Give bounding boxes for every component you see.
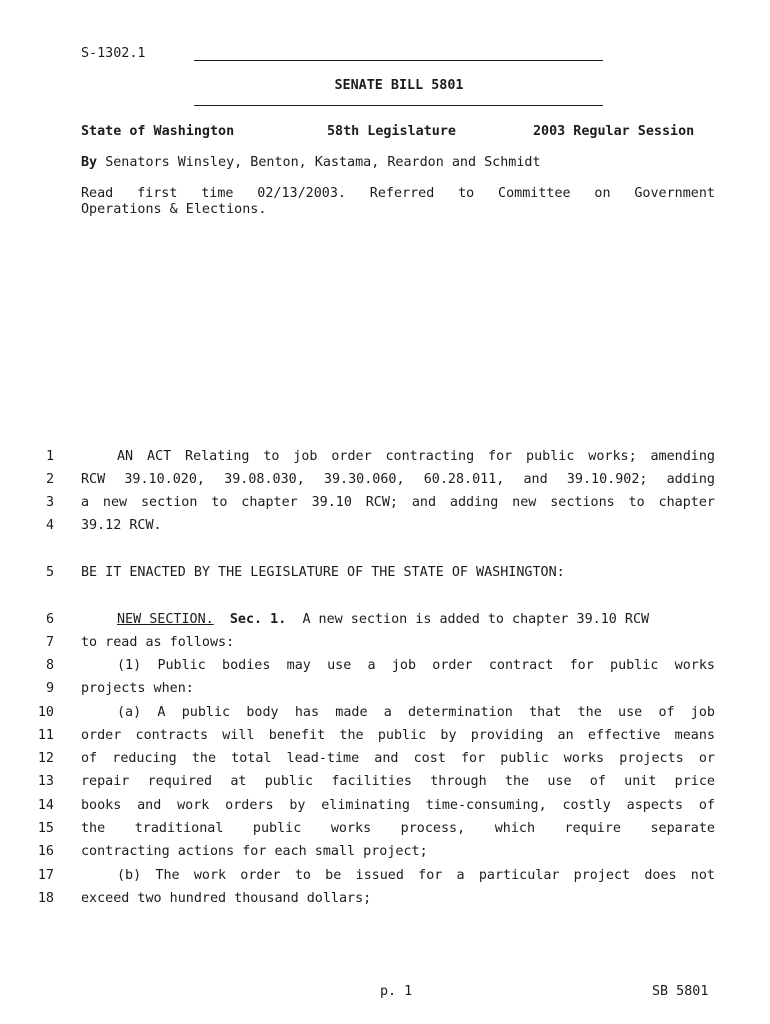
line-number: 6 — [45, 612, 54, 627]
text-line-10: (a) A public body has made a determination that the use of job — [117, 705, 715, 720]
bill-title: SENATE BILL 5801 — [334, 78, 464, 93]
line-number: 16 — [37, 844, 54, 859]
text-line-7: to read as follows: — [81, 635, 235, 650]
sponsors: Senators Winsley, Benton, Kastama, Reardon and Schmidt — [105, 155, 541, 170]
text-line-6 — [117, 612, 715, 628]
first-reading-line-1: Read first time 02/13/2003. Referred to Committee on Government — [81, 186, 715, 201]
text-line-18: exceed two hundred thousand dollars; — [81, 891, 372, 906]
state-name: State of Washington — [81, 124, 235, 139]
section-number: Sec. 1. — [229, 612, 287, 627]
line-number: 18 — [37, 891, 54, 906]
line-number: 17 — [37, 868, 54, 883]
line-number: 1 — [45, 449, 54, 464]
text-line-17: (b) The work order to be issued for a particular project does not — [117, 868, 715, 883]
text-line-3: a new section to chapter 39.10 RCW; and adding new sections to chapter — [81, 495, 715, 510]
line-number: 15 — [37, 821, 54, 836]
enacting-clause: BE IT ENACTED BY THE LEGISLATURE OF THE STATE OF WASHINGTON: — [81, 565, 565, 580]
line-number: 8 — [45, 658, 54, 673]
line-number: 10 — [37, 705, 54, 720]
text-line-9: projects when: — [81, 681, 194, 696]
header-rule-bottom — [194, 105, 603, 106]
text-line-14: books and work orders by eliminating time-consuming, costly aspects of — [81, 798, 715, 813]
text-line-16: contracting actions for each small project; — [81, 844, 428, 859]
session-label: 2003 Regular Session — [533, 124, 695, 139]
text-line-15: the traditional public works process, which require separate — [81, 821, 715, 836]
page-number: p. 1 — [380, 984, 413, 999]
text-line-12: of reducing the total lead-time and cost for public works projects or — [81, 751, 715, 766]
text-line-8: (1) Public bodies may use a job order contract for public works — [117, 658, 715, 673]
line-number: 11 — [37, 728, 54, 743]
first-reading-line-2: Operations & Elections. — [81, 202, 267, 217]
text-line-11: order contracts will benefit the public by providing an effective means — [81, 728, 715, 743]
line-number: 3 — [45, 495, 54, 510]
text-line-1: AN ACT Relating to job order contracting for public works; amending — [117, 449, 715, 464]
header-rule-top — [194, 60, 603, 61]
document-id: S-1302.1 — [81, 46, 146, 61]
line-number: 5 — [45, 565, 54, 580]
line-number: 9 — [45, 681, 54, 696]
line-number: 4 — [45, 518, 54, 533]
line-number: 13 — [37, 774, 54, 789]
section-intro: A new section is added to chapter 39.10 RCW — [302, 612, 650, 627]
line-number: 12 — [37, 751, 54, 766]
line-number: 14 — [37, 798, 54, 813]
text-line-13: repair required at public facilities through the use of unit price — [81, 774, 715, 789]
legislature-label: 58th Legislature — [327, 124, 456, 139]
new-section-label: NEW SECTION. — [117, 612, 214, 627]
line-number: 2 — [45, 472, 54, 487]
sponsors-line — [81, 155, 541, 171]
text-line-2: RCW 39.10.020, 39.08.030, 39.30.060, 60.28.011, and 39.10.902; adding — [81, 472, 715, 487]
footer-bill-id: SB 5801 — [652, 984, 709, 999]
by-label: By — [81, 155, 98, 170]
text-line-4: 39.12 RCW. — [81, 518, 162, 533]
line-number: 7 — [45, 635, 54, 650]
